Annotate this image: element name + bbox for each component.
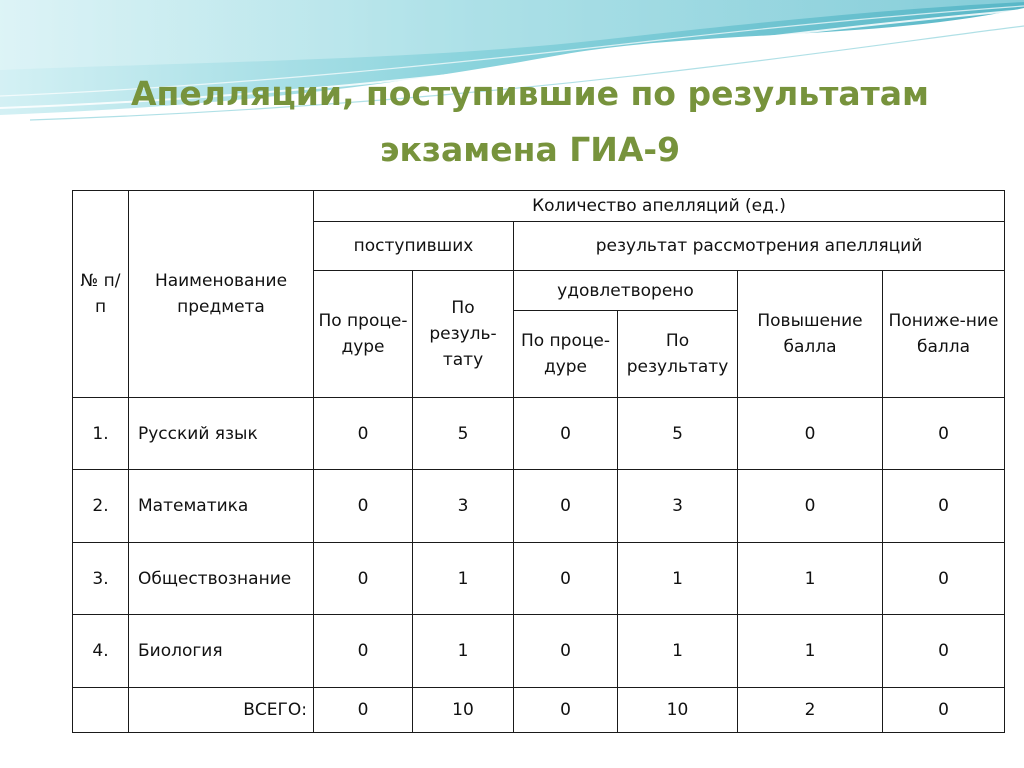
- header-sat-by-procedure: По проце-дуре: [514, 311, 618, 398]
- row-value: 0: [514, 543, 618, 615]
- row-value: 0: [514, 470, 618, 543]
- page-title: [80, 66, 980, 178]
- row-subject: Математика: [129, 470, 314, 543]
- total-value: 0: [883, 688, 1005, 733]
- header-by-result: По резуль-тату: [413, 271, 514, 398]
- appeals-table: [72, 190, 1005, 733]
- title-line-2: экзамена ГИА-9: [379, 130, 681, 169]
- row-subject: Русский язык: [129, 398, 314, 470]
- row-value: 0: [883, 398, 1005, 470]
- row-num: 2.: [73, 470, 129, 543]
- row-value: 3: [413, 470, 514, 543]
- table-row: [73, 398, 1005, 470]
- total-row: [73, 688, 1005, 733]
- row-value: 0: [314, 398, 413, 470]
- header-increase: Повышение балла: [738, 271, 883, 398]
- total-value: 10: [413, 688, 514, 733]
- row-value: 1: [618, 615, 738, 688]
- row-subject: Обществознание: [129, 543, 314, 615]
- row-value: 0: [314, 543, 413, 615]
- row-value: 1: [738, 615, 883, 688]
- row-value: 5: [413, 398, 514, 470]
- row-num: 1.: [73, 398, 129, 470]
- row-value: 0: [514, 615, 618, 688]
- row-value: 0: [738, 470, 883, 543]
- header-count: Количество апелляций (ед.): [314, 191, 1005, 222]
- row-value: 1: [738, 543, 883, 615]
- total-value: 0: [314, 688, 413, 733]
- total-value: 0: [514, 688, 618, 733]
- total-value: 2: [738, 688, 883, 733]
- row-value: 0: [314, 470, 413, 543]
- table-row: [73, 470, 1005, 543]
- row-value: 0: [883, 543, 1005, 615]
- header-decrease: Пониже-ние балла: [883, 271, 1005, 398]
- header-by-procedure: По проце-дуре: [314, 271, 413, 398]
- total-value: 10: [618, 688, 738, 733]
- row-value: 0: [883, 615, 1005, 688]
- row-value: 5: [618, 398, 738, 470]
- row-num: 3.: [73, 543, 129, 615]
- row-value: 0: [314, 615, 413, 688]
- header-row-1: [73, 191, 1005, 222]
- header-satisfied: удовлетворено: [514, 271, 738, 311]
- row-subject: Биология: [129, 615, 314, 688]
- header-subject: Наименование предмета: [129, 191, 314, 398]
- table-row: [73, 543, 1005, 615]
- row-value: 0: [514, 398, 618, 470]
- total-label: ВСЕГО:: [129, 688, 314, 733]
- row-value: 1: [618, 543, 738, 615]
- header-sat-by-result: По результату: [618, 311, 738, 398]
- title-line-1: Апелляции, поступившие по результатам: [131, 74, 929, 113]
- header-received: поступивших: [314, 222, 514, 271]
- row-value: 3: [618, 470, 738, 543]
- row-value: 1: [413, 615, 514, 688]
- row-value: 0: [738, 398, 883, 470]
- table-row: [73, 615, 1005, 688]
- row-value: 1: [413, 543, 514, 615]
- header-num: № п/п: [73, 191, 129, 398]
- row-num: 4.: [73, 615, 129, 688]
- header-result: результат рассмотрения апелляций: [514, 222, 1005, 271]
- row-value: 0: [883, 470, 1005, 543]
- total-empty-cell: [73, 688, 129, 733]
